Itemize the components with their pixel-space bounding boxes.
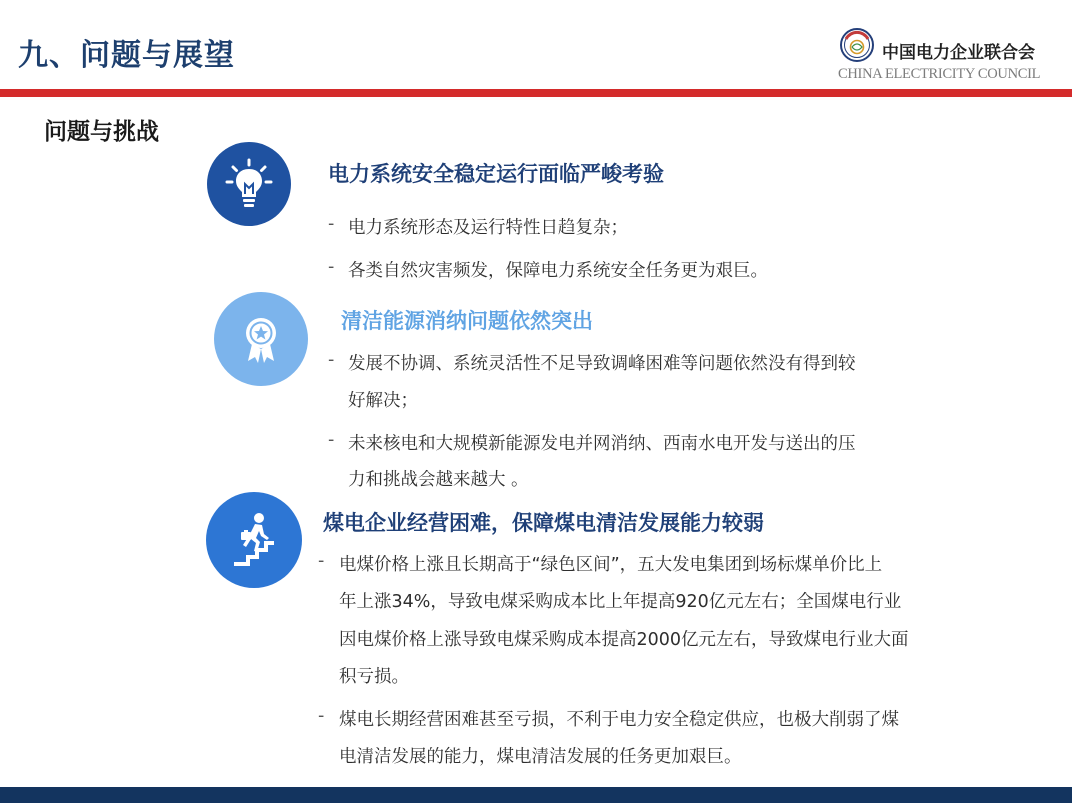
block-3-bullet-1-line-4: 积亏损。 xyxy=(339,667,409,687)
footer-bar xyxy=(0,787,1072,803)
block-1-bullet-2-line-1: 各类自然灾害频发，保障电力系统安全任务更为艰巨。 xyxy=(348,261,768,281)
bullet-dash: - xyxy=(328,214,335,234)
block-2-bullet-2-line-1: 未来核电和大规模新能源发电并网消纳、西南水电开发与送出的压 xyxy=(348,434,856,454)
org-logo xyxy=(838,28,1068,86)
block-3-title: 煤电企业经营困难，保障煤电清洁发展能力较弱 xyxy=(323,511,764,535)
block-3-bullet-1-line-1: 电煤价格上涨且长期高于“绿色区间”，五大发电集团到场标煤单价比上 xyxy=(339,555,883,575)
block-3-bullet-2-line-1: 煤电长期经营困难甚至亏损，不利于电力安全稳定供应，也极大削弱了煤 xyxy=(339,710,899,730)
block-1-bullet-1-line-1: 电力系统形态及运行特性日趋复杂； xyxy=(348,218,628,238)
cec-seal-icon xyxy=(840,28,874,62)
bullet-dash: - xyxy=(328,430,335,450)
lightbulb-icon xyxy=(207,142,291,226)
section-label: 问题与挑战 xyxy=(44,119,159,145)
block-3-bullet-1-line-2: 年上涨34%，导致电煤采购成本比上年提高920亿元左右；全国煤电行业 xyxy=(339,592,902,612)
block-2-bullet-1-line-1: 发展不协调、系统灵活性不足导致调峰困难等问题依然没有得到较 xyxy=(348,354,856,374)
bullet-dash: - xyxy=(318,706,325,726)
slide-title: 九、问题与展望 xyxy=(18,38,235,73)
bullet-dash: - xyxy=(328,257,335,277)
bullet-dash: - xyxy=(328,350,335,370)
org-name-cn: 中国电力企业联合会 xyxy=(882,43,1035,63)
header-divider xyxy=(0,89,1072,97)
block-2-title: 清洁能源消纳问题依然突出 xyxy=(341,309,593,333)
block-1-title: 电力系统安全稳定运行面临严峻考验 xyxy=(328,162,664,186)
award-badge-icon xyxy=(214,292,308,386)
bullet-dash: - xyxy=(318,551,325,571)
block-3-bullet-1-line-3: 因电煤价格上涨导致电煤采购成本提高2000亿元左右，导致煤电行业大面 xyxy=(339,630,909,650)
org-name-en: CHINA ELECTRICITY COUNCIL xyxy=(838,66,1041,82)
block-2-bullet-1-line-2: 好解决； xyxy=(348,391,418,411)
block-2-bullet-2-line-2: 力和挑战会越来越大 。 xyxy=(348,470,529,490)
climbing-stairs-icon xyxy=(206,492,302,588)
block-3-bullet-2-line-2: 电清洁发展的能力，煤电清洁发展的任务更加艰巨。 xyxy=(339,747,742,767)
